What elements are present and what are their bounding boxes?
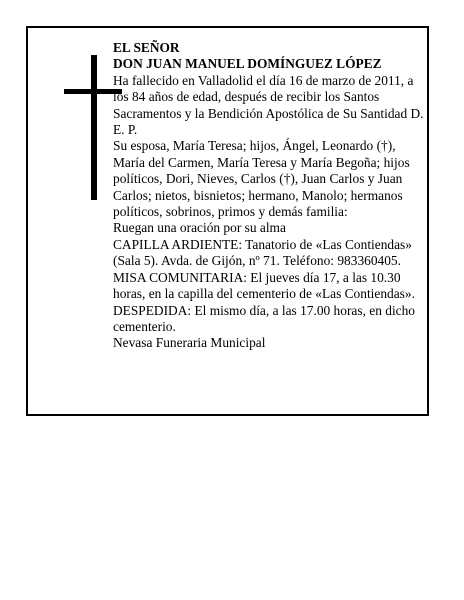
farewell-info: DESPEDIDA: El mismo día, a las 17.00 horas, en dicho cementerio. xyxy=(113,302,415,334)
notice-title: EL SEÑOR xyxy=(113,40,180,55)
prayer-request: Ruegan una oración por su alma xyxy=(113,220,286,236)
notice-text xyxy=(113,40,425,352)
funeral-chapel-info: CAPILLA ARDIENTE: Tanatorio de «Las Contiendas» (Sala 5). Avda. de Gijón, nº 71. Teléfono: 983360405. xyxy=(113,236,412,269)
mass-info: MISA COMUNITARIA: El jueves día 17, a las 10.30 horas, en la capilla del cementerio de «Las Contiendas». xyxy=(113,269,415,302)
death-announcement: Ha fallecido en Valladolid el día 16 de marzo de 2011, a los 84 años de edad, después de recibir los Santos Sacramentos y la Bendición Apostólica de Su Santidad D. E. P. xyxy=(113,72,424,138)
family-list: Su esposa, María Teresa; hijos, Ángel, Leonardo (†), María del Carmen, María Teresa y María Begoña; hijos políticos, Dori, Nieves, Carlos (†), Juan Carlos y Juan Carlos; nietos, bisnietos; hermano, Manolo; hermanos políticos, sobrinos, primos y demás familia: xyxy=(113,138,410,220)
obituary-notice xyxy=(26,26,429,416)
deceased-name: DON JUAN MANUEL DOMÍNGUEZ LÓPEZ xyxy=(113,56,382,72)
funeral-home: Nevasa Funeraria Municipal xyxy=(113,335,266,351)
cross-vertical-bar xyxy=(91,55,97,200)
